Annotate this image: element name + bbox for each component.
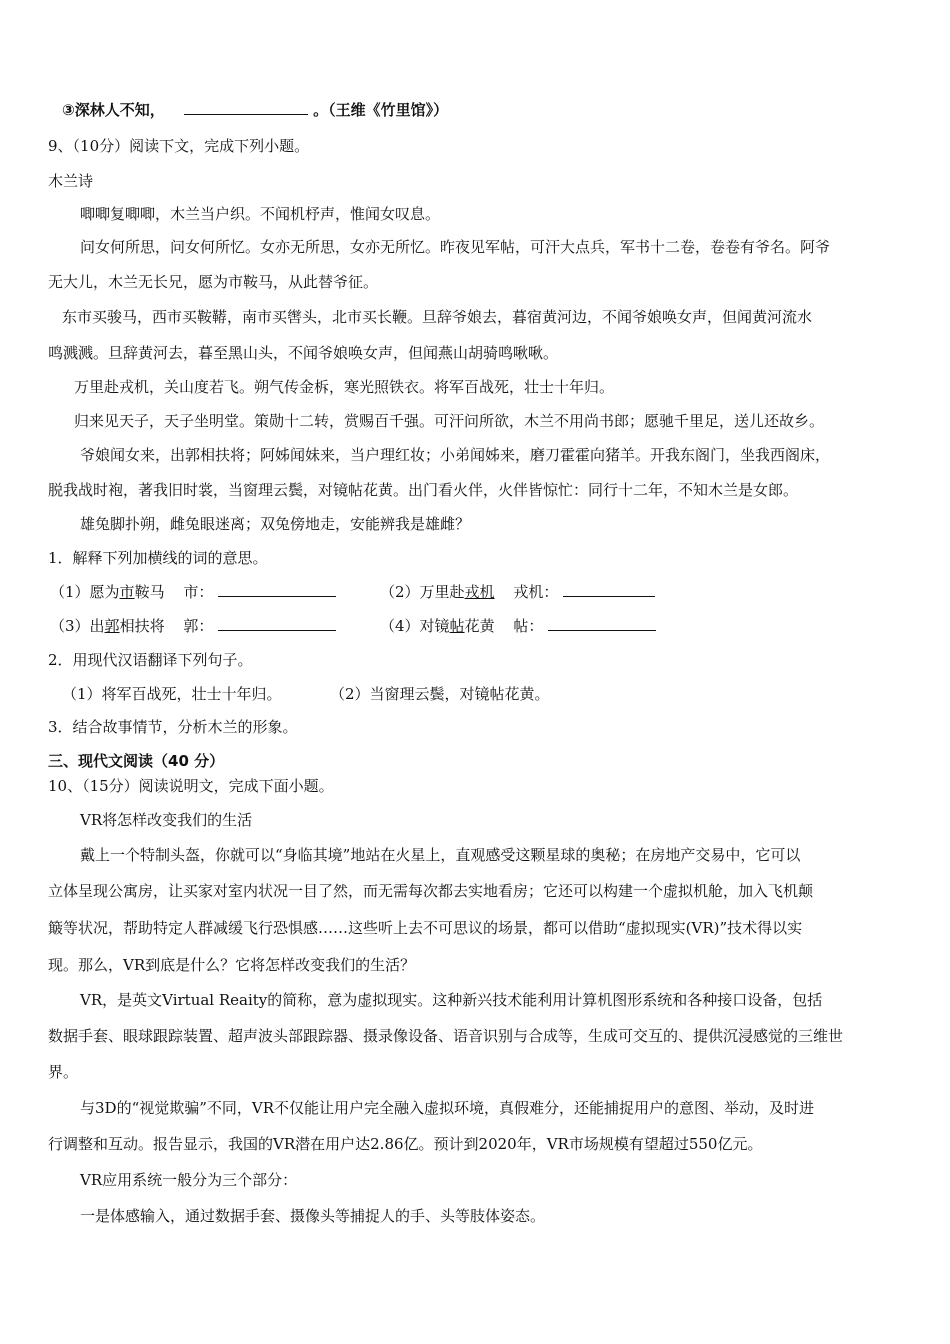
q9-sub1: 1．解释下列加横线的词的意思。 — [48, 549, 268, 567]
translate-item-2: （2）当窗理云鬓，对镜帖花黄。 — [330, 685, 550, 703]
article-paragraph: 簸等状况，帮助特定人群减缓飞行恐惧感……这些听上去不可思议的场景，都可以借助“虚拟现实(VR)”技术得以实 — [48, 919, 803, 937]
translate-item-1: （1）将军百战死，壮士十年归。 — [62, 685, 282, 703]
answer-blank[interactable] — [563, 582, 655, 597]
answer-blank[interactable] — [218, 582, 336, 597]
q9-sub3: 3．结合故事情节，分析木兰的形象。 — [48, 718, 298, 736]
q9-header: 9、（10分）阅读下文，完成下列小题。 — [48, 137, 310, 155]
article-paragraph: 现。那么，VR到底是什么？它将怎样改变我们的生活？ — [48, 956, 416, 974]
answer-blank[interactable] — [548, 616, 656, 631]
poem-paragraph: 鸣溅溅。旦辞黄河去，暮至黑山头，不闻爷娘唤女声，但闻燕山胡骑鸣啾啾。 — [48, 344, 559, 362]
poem-paragraph: 脱我战时袍，著我旧时裳，当窗理云鬓，对镜帖花黄。出门看火伴，火伴皆惊忙：同行十二年，不知木兰是女郎。 — [48, 481, 799, 499]
poem-paragraph: 万里赴戎机，关山度若飞。朔气传金柝，寒光照铁衣。将军百战死，壮士十年归。 — [74, 378, 615, 396]
poem-paragraph: 归来见天子，天子坐明堂。策勋十二转，赏赐百千强。可汗问所欲，木兰不用尚书郎；愿驰千里足，送儿还故乡。 — [74, 412, 825, 430]
poem-suffix: 。（王维《竹里馆》） — [313, 101, 449, 119]
poem-paragraph: 东市买骏马，西市买鞍鞯，南市买辔头，北市买长鞭。旦辞爷娘去，暮宿黄河边，不闻爷娘唤女声，但闻黄河流水 — [62, 308, 813, 326]
vocab-item-4: （4）对镜帖花黄 帖： — [380, 616, 656, 636]
poem-paragraph: 爷娘闻女来，出郭相扶将；阿姊闻妹来，当户理红妆；小弟闻姊来，磨刀霍霍向猪羊。开我东阁门，坐我西阁床， — [80, 446, 831, 464]
article-paragraph: 数据手套、眼球跟踪装置、超声波头部跟踪器、摄录像设备、语音识别与合成等，生成可交互的、提供沉浸感觉的三维世 — [48, 1027, 844, 1045]
poem-prefix: ③深林人不知， — [62, 101, 165, 119]
q9-title: 木兰诗 — [48, 172, 94, 190]
vocab-item-3: （3）出郭相扶将 郭： — [50, 616, 336, 636]
article-paragraph: 行调整和互动。报告显示，我国的VR潜在用户达2.86亿。预计到2020年，VR市场规模有望超过550亿元。 — [48, 1135, 763, 1153]
q10-header: 10、（15分）阅读说明文，完成下面小题。 — [48, 777, 334, 795]
poem-fill-line — [62, 100, 448, 120]
poem-paragraph: 问女何所思，问女何所忆。女亦无所思，女亦无所忆。昨夜见军帖，可汗大点兵，军书十二卷，卷卷有爷名。阿爷 — [80, 238, 831, 256]
article-paragraph: 一是体感输入，通过数据手套、摄像头等捕捉人的手、头等肢体姿态。 — [80, 1207, 546, 1225]
section-heading: 三、现代文阅读（40 分） — [48, 752, 225, 770]
answer-blank[interactable] — [218, 616, 336, 631]
vocab-item-1: （1）愿为市鞍马 市： — [50, 582, 336, 602]
article-paragraph: VR，是英文Virtual Reaity的简称，意为虚拟现实。这种新兴技术能利用计算机图形系统和各种接口设备，包括 — [80, 991, 823, 1009]
article-paragraph: 立体呈现公寓房，让买家对室内状况一目了然，而无需每次都去实地看房；它还可以构建一个虚拟机舱，加入飞机颠 — [48, 882, 814, 900]
q9-sub2: 2．用现代汉语翻译下列句子。 — [48, 651, 253, 669]
q10-title: VR将怎样改变我们的生活 — [80, 811, 253, 829]
answer-blank[interactable] — [184, 100, 308, 115]
poem-paragraph: 雄兔脚扑朔，雌兔眼迷离；双兔傍地走，安能辨我是雄雌？ — [80, 515, 471, 533]
article-paragraph: 界。 — [48, 1063, 79, 1081]
article-paragraph: 戴上一个特制头盔，你就可以“身临其境”地站在火星上，直观感受这颗星球的奥秘；在房地产交易中，它可以 — [80, 846, 801, 864]
vocab-item-2: （2）万里赴戎机 戎机： — [380, 582, 655, 602]
poem-paragraph: 无大儿，木兰无长兄，愿为市鞍马，从此替爷征。 — [48, 273, 379, 291]
poem-paragraph: 唧唧复唧唧，木兰当户织。不闻机杼声，惟闻女叹息。 — [80, 205, 441, 223]
article-paragraph: 与3D的“视觉欺骗”不同，VR不仅能让用户完全融入虚拟环境，真假难分，还能捕捉用户的意图、举动，及时进 — [80, 1099, 815, 1117]
article-paragraph: VR应用系统一般分为三个部分： — [80, 1171, 298, 1189]
